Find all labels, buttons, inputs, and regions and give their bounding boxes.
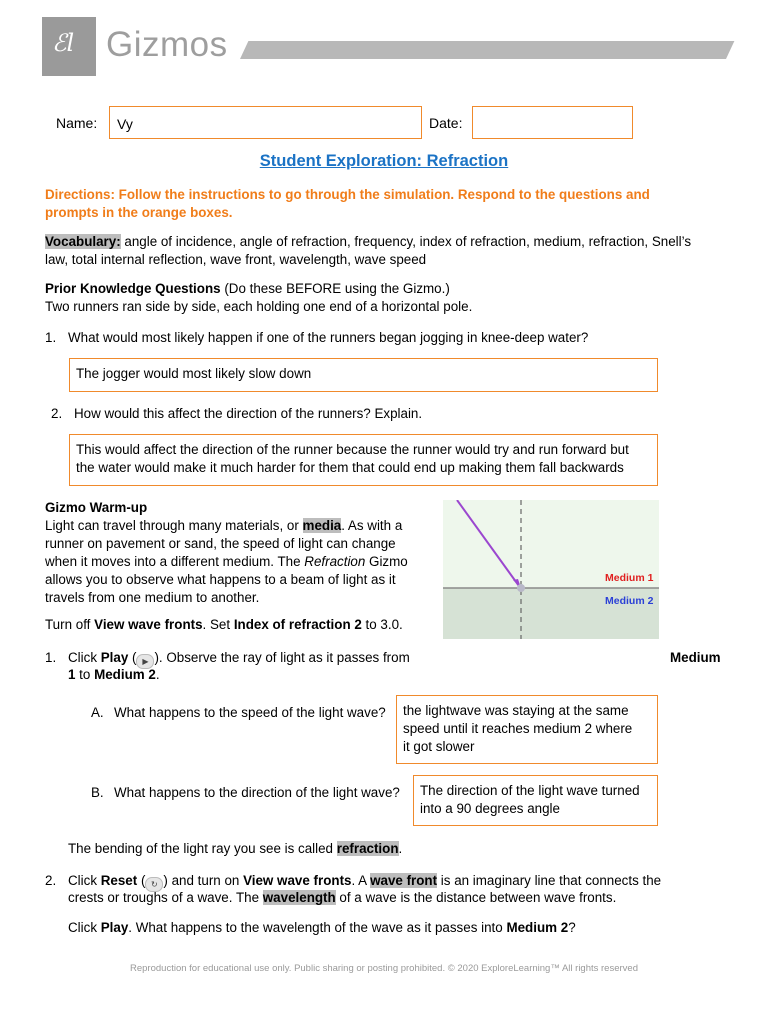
prior-knowledge-intro: Two runners ran side by side, each holding one end of a horizontal pole. (45, 299, 473, 314)
question-b-text: What happens to the direction of the light wave? (114, 785, 400, 800)
question-2-text: How would this affect the direction of the runners? Explain. (74, 406, 423, 421)
answer-box-1[interactable]: The jogger would most likely slow down (69, 358, 658, 392)
answer-box-b[interactable]: The direction of the light wave turned into a 90 degrees angle (413, 775, 658, 826)
reset-icon: ↻ (145, 877, 163, 892)
question-a-label: A. (91, 705, 104, 720)
refraction-figure (443, 500, 659, 639)
step-1-line-2: 1 to Medium 2. (68, 667, 160, 682)
step-2-number: 2. (45, 873, 57, 888)
name-label: Name: (56, 115, 98, 131)
step-1-medium: Medium (670, 650, 721, 665)
refraction-definition: The bending of the light ray you see is called refraction. (68, 841, 403, 856)
medium-1-label: Medium 1 (605, 572, 654, 584)
header-decorative-bar (240, 41, 734, 59)
step-1-number: 1. (45, 650, 57, 665)
ray-endpoint (517, 584, 525, 592)
answer-box-2[interactable]: This would affect the direction of the runner because the runner would try and run forward but the water would make it much harder for them that could end up making them fall backwards (69, 434, 658, 486)
question-a-text: What happens to the speed of the light wave? (114, 705, 386, 720)
warmup-heading: Gizmo Warm-up (45, 500, 148, 515)
step-2-line-2: crests or troughs of a wave. The wavelength of a wave is the distance between wave fronts. (68, 890, 617, 905)
step-2-line-3: Click Play. What happens to the wavelength of the wave as it passes into Medium 2? (68, 920, 576, 935)
warmup-line-5: travels from one medium to another. (45, 590, 260, 605)
copyright-footer: Reproduction for educational use only. Public sharing or posting prohibited. © 2020 ExploreLearning™ All rights reserved (130, 963, 638, 974)
vocabulary-line-1: Vocabulary: angle of incidence, angle of refraction, frequency, index of refraction, medium, refraction, Snell’s (45, 234, 692, 249)
prior-knowledge-heading: Prior Knowledge Questions (Do these BEFORE using the Gizmo.) (45, 281, 450, 296)
page-title: Student Exploration: Refraction (259, 152, 509, 170)
answer-box-a[interactable]: the lightwave was staying at the same speed until it reaches medium 2 where it got slower (396, 695, 658, 764)
warmup-block (45, 499, 417, 607)
date-label: Date: (429, 115, 463, 131)
medium-2-label: Medium 2 (605, 595, 654, 607)
vocabulary-line-2: law, total internal reflection, wave front, wavelength, wave speed (45, 252, 427, 267)
step-1-text: Click Play ( ▶ ). Observe the ray of light as it passes from (68, 649, 410, 669)
date-field[interactable] (472, 106, 633, 139)
question-b-label: B. (91, 785, 104, 800)
directions-line-2: prompts in the orange boxes. (45, 205, 233, 220)
gizmos-logo-mark: ℰl (42, 17, 96, 76)
gizmos-logo-text: Gizmos (106, 25, 228, 64)
play-icon: ▶ (136, 654, 154, 669)
warmup-line-2: runner on pavement or sand, the speed of light can change (45, 536, 396, 551)
question-2-number: 2. (51, 406, 63, 421)
warmup-instruction: Turn off View wave fronts. Set Index of refraction 2 to 3.0. (45, 617, 403, 632)
question-1-number: 1. (45, 330, 57, 345)
step-2-line-1: Click Reset ( ↻ ) and turn on View wave fronts. A wave front is an imaginary line that connects the (68, 872, 661, 892)
question-1-text: What would most likely happen if one of the runners began jogging in knee-deep water? (68, 330, 589, 345)
warmup-line-4: allows you to observe what happens to a beam of light as it (45, 572, 396, 587)
name-field[interactable]: Vy (109, 106, 422, 139)
warmup-line-3: when it moves into a different medium. The Refraction Gizmo (45, 554, 408, 569)
warmup-line-1: Light can travel through many materials, or media. As with a (45, 518, 403, 533)
directions-line-1: Directions: Follow the instructions to go through the simulation. Respond to the questions and (45, 187, 650, 202)
